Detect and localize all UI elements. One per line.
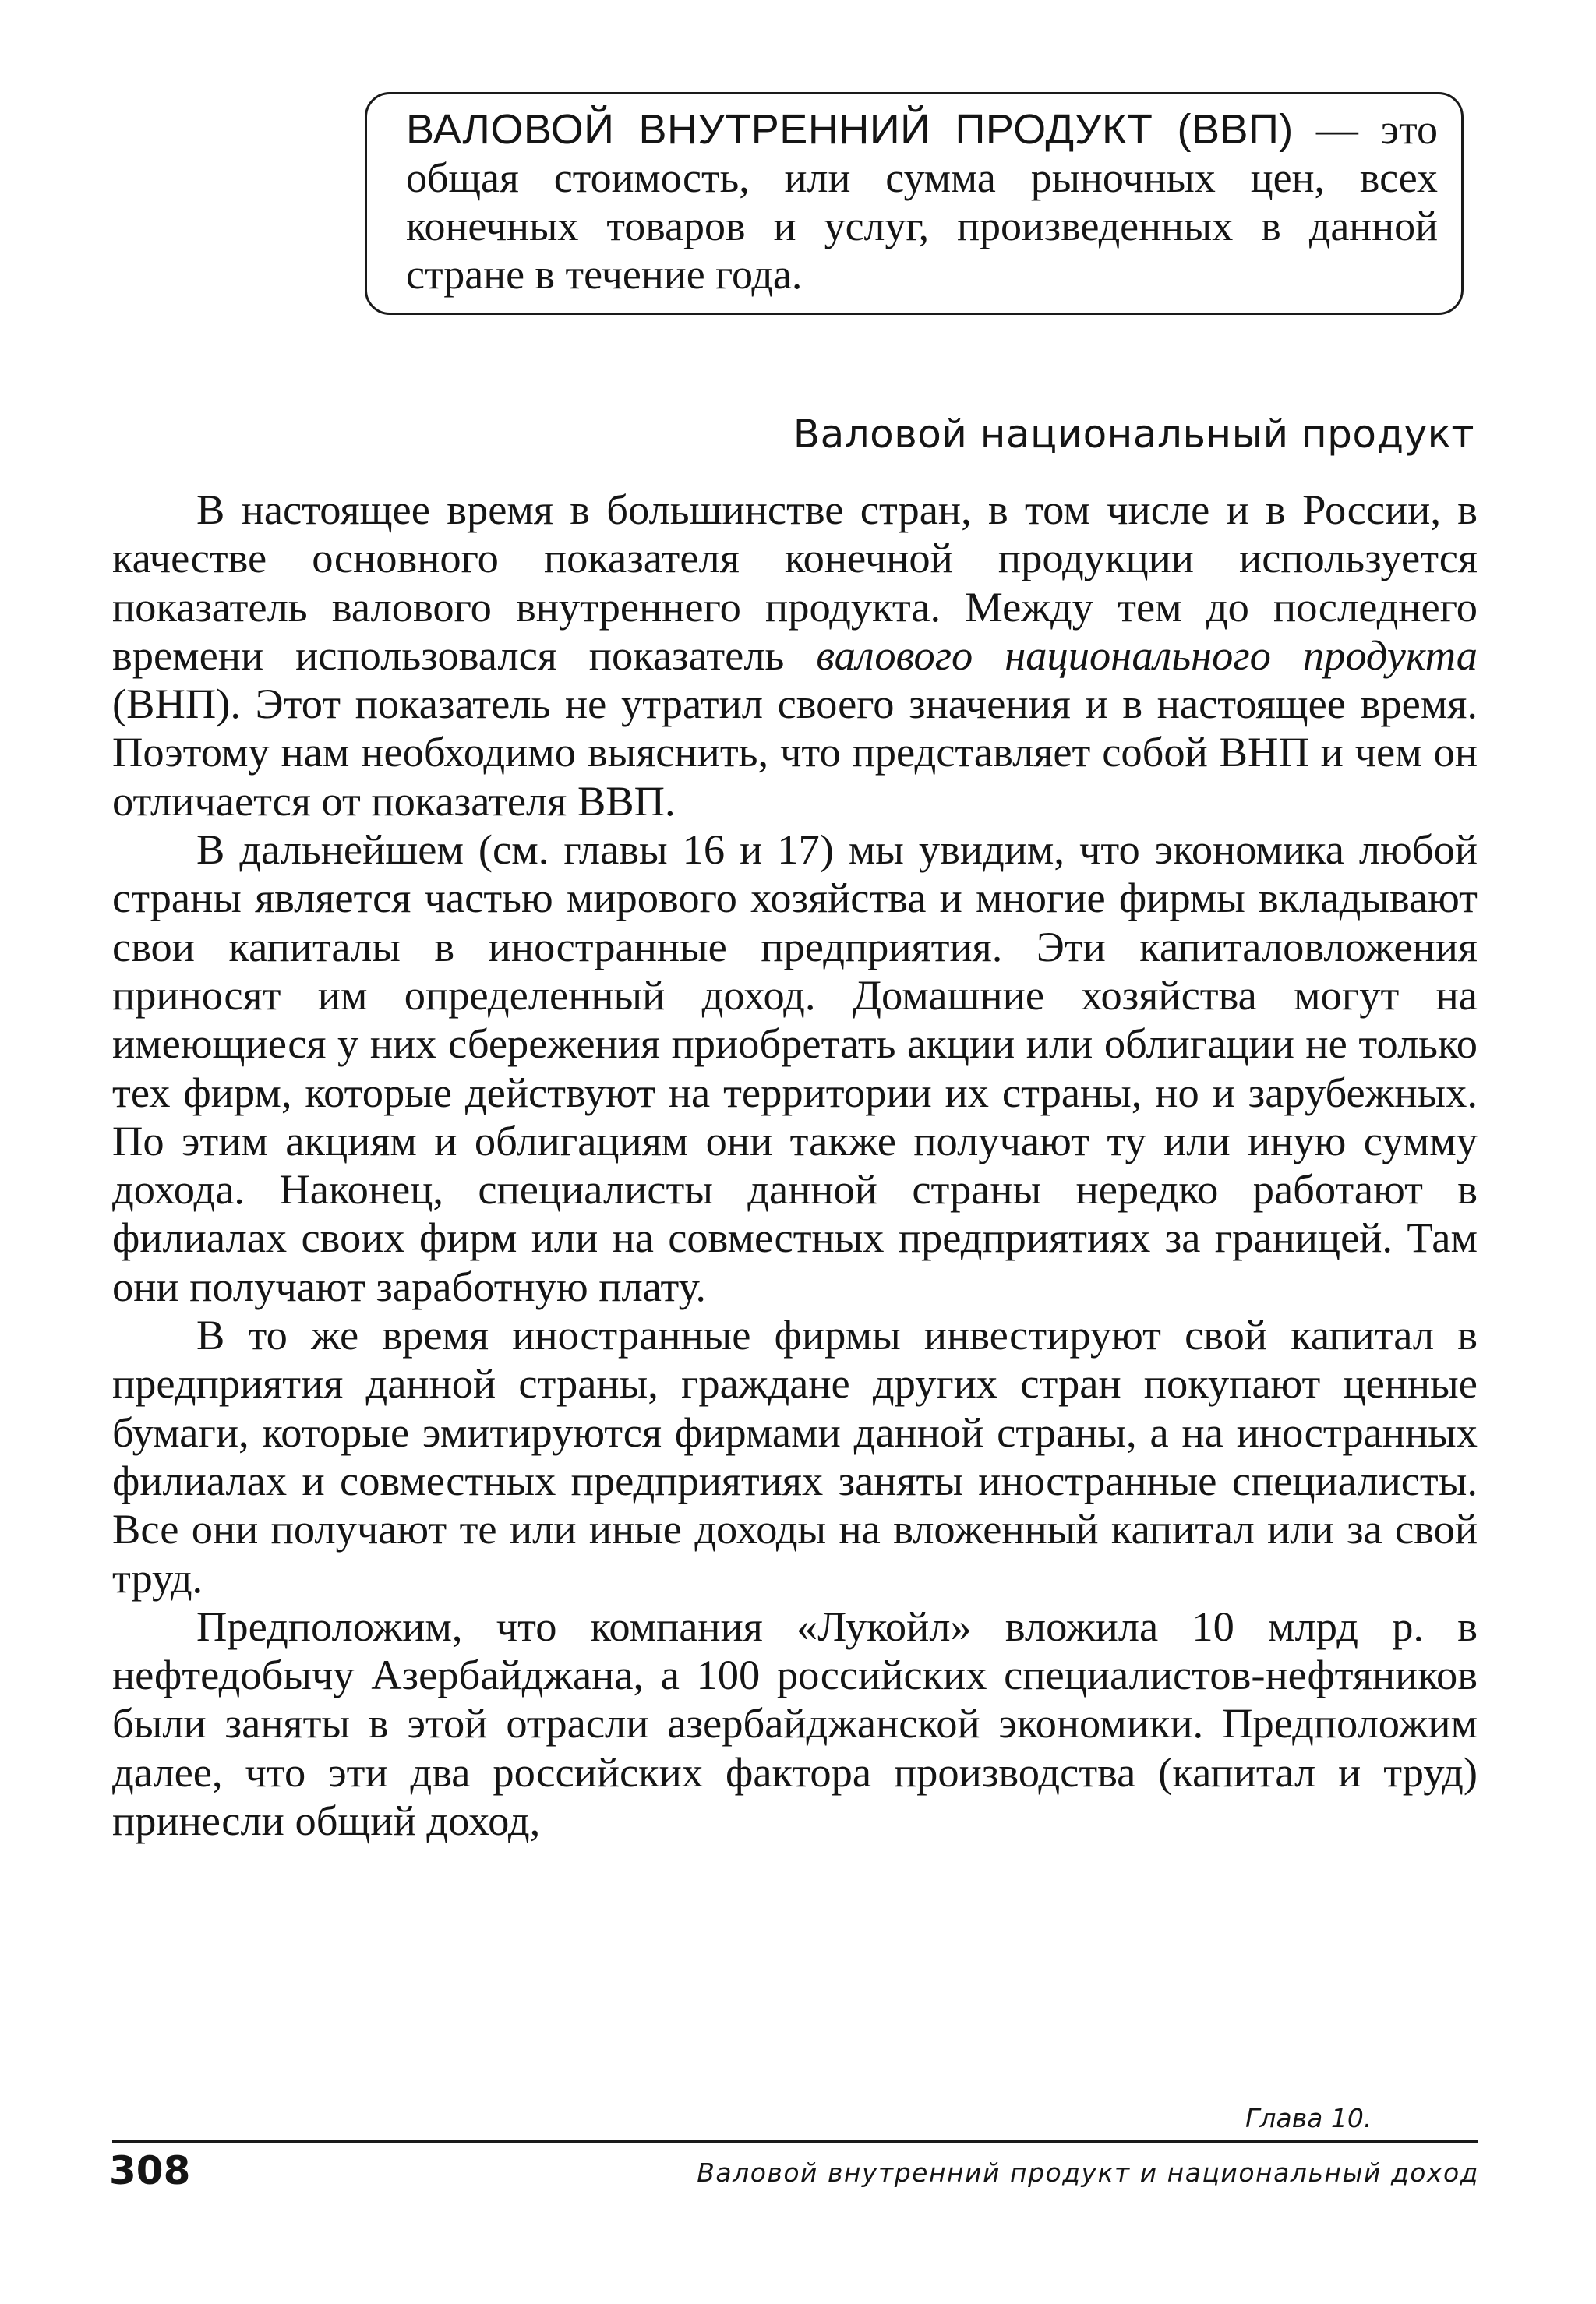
definition-text: — это общая стоимость, или сумма рыночных цен, всех конечных товаров и услуг, произведенных в данной стране в течение года.	[406, 106, 1438, 298]
page-number: 308	[109, 2148, 191, 2193]
paragraph-1-text-b: (ВНП). Этот показатель не утратил своего значения и в настоящее время. Поэтому нам необходимо выяснить, что представляет собой ВНП и чем он отличается от показателя ВВП.	[112, 680, 1478, 825]
definition-box	[365, 92, 1464, 315]
paragraph-4: Предположим, что компания «Лукойл» вложила 10 млрд р. в нефтедобычу Азербайджана, а 100 российских специалистов-нефтяников были заняты в этой отрасли азербайджанской экономики. Предположим далее, что эти два российских фактора производства (капитал и труд) принесли общий доход,	[112, 1602, 1478, 1845]
body-text	[112, 486, 1478, 1845]
section-heading: Валовой национальный продукт	[793, 412, 1474, 457]
footer-divider	[112, 2140, 1478, 2143]
paragraph-3: В то же время иностранные фирмы инвестируют свой капитал в предприятия данной страны, граждане других стран покупают ценные бумаги, которые эмитируются фирмами данной страны, а на иностранных филиалах и совместных предприятиях заняты иностранные специалисты. Все они получают те или иные доходы на вложенный капитал или за свой труд.	[112, 1311, 1478, 1602]
paragraph-1	[112, 486, 1478, 825]
paragraph-1-text-a: В настоящее время в большинстве стран, в том числе и в России, в качестве основного показателя конечной продукции используется показатель валового внутреннего продукта. Между тем до последнего времени использовался показатель	[112, 486, 1478, 679]
footer-chapter: Глава 10.	[1245, 2103, 1372, 2133]
italic-term: валового национального продукта	[816, 631, 1478, 679]
definition-term: ВАЛОВОЙ ВНУТРЕННИЙ ПРОДУКТ (ВВП)	[406, 106, 1294, 153]
paragraph-2: В дальнейшем (см. главы 16 и 17) мы увидим, что экономика любой страны является частью мирового хозяйства и многие фирмы вкладывают свои капиталы в иностранные предприятия. Эти капиталовложения приносят им определенный доход. Домашние хозяйства могут на имеющиеся у них сбережения приобретать акции или облигации не только тех фирм, которые действуют на территории их страны, но и зарубежных. По этим акциям и облигациям они также получают ту или иную сумму дохода. Наконец, специалисты данной страны нередко работают в филиалах своих фирм или на совместных предприятиях за границей. Там они получают заработную плату.	[112, 825, 1478, 1310]
running-title: Валовой внутренний продукт и национальный доход	[697, 2157, 1479, 2188]
